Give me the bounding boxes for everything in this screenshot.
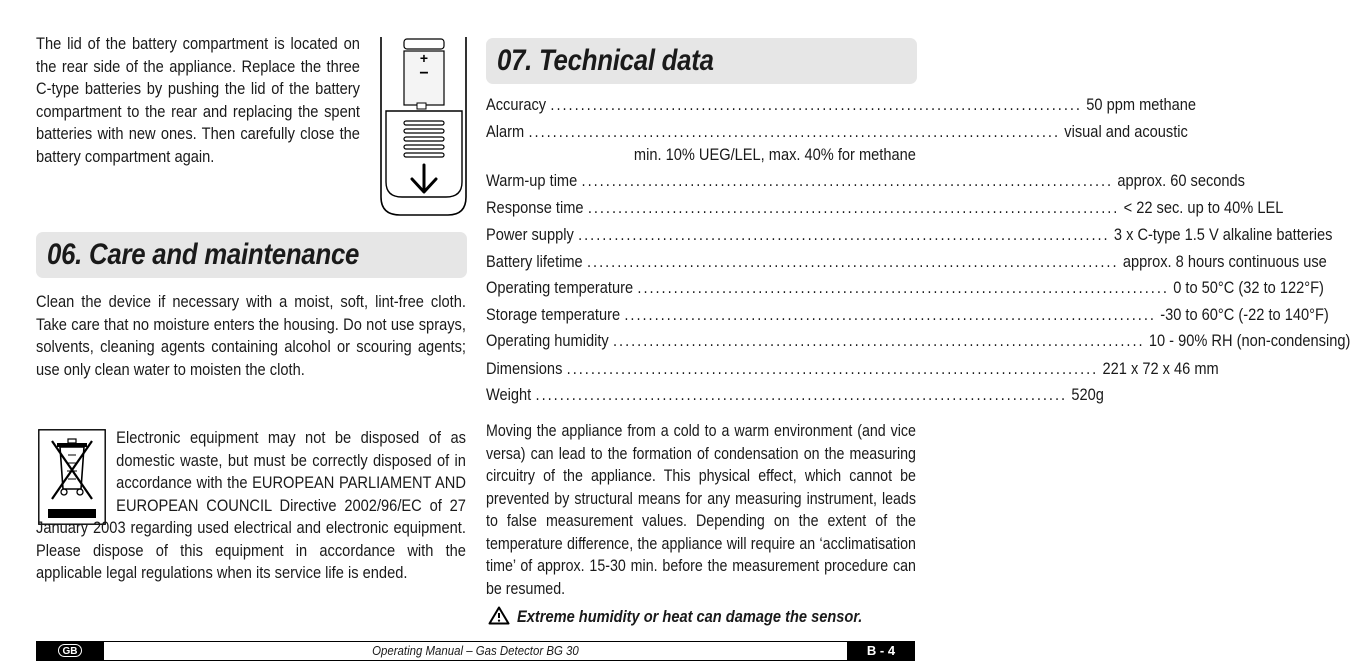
spec-label: Warm-up time xyxy=(486,171,578,190)
spec-row-warm-up xyxy=(486,171,1245,195)
spec-label: Response time xyxy=(486,198,584,217)
spec-row-storage-temp xyxy=(486,305,1329,329)
spec-row-humidity xyxy=(486,331,1350,355)
spec-value: 10 - 90% RH (non-condensing) xyxy=(1148,331,1350,350)
leader-dots: ........................................................................................ xyxy=(624,305,1156,324)
spec-value: -30 to 60°C (-22 to 140°F) xyxy=(1160,305,1329,324)
spec-value: 221 x 72 x 46 mm xyxy=(1102,359,1219,378)
spec-row-battery-lifetime xyxy=(486,252,1327,276)
spec-label: Accuracy xyxy=(486,95,547,114)
warning-triangle-icon xyxy=(488,606,510,625)
care-paragraph xyxy=(36,291,466,381)
weee-float-spacer xyxy=(36,427,116,517)
spec-alarm-continuation: min. 10% UEG/LEL, max. 40% for methane xyxy=(634,145,916,164)
battery-compartment-figure xyxy=(380,37,470,217)
spec-value: < 22 sec. up to 40% LEL xyxy=(1123,198,1284,217)
spec-label: Weight xyxy=(486,385,532,404)
spec-value: approx. 8 hours continuous use xyxy=(1122,252,1327,271)
care-section-title: 06. Care and maintenance xyxy=(47,238,360,271)
leader-dots: ........................................................................................ xyxy=(550,95,1082,114)
spec-row-accuracy xyxy=(486,95,1196,119)
language-code: GB xyxy=(58,644,82,657)
condensation-paragraph xyxy=(486,420,916,600)
spec-row-operating-temp xyxy=(486,278,1324,302)
spec-label: Storage temperature xyxy=(486,305,621,324)
spec-row-power xyxy=(486,225,1333,249)
leader-dots: ........................................................................................ xyxy=(528,122,1061,141)
leader-dots: ........................................................................................ xyxy=(587,198,1120,217)
spec-label: Power supply xyxy=(486,225,574,244)
spec-row-alarm xyxy=(486,122,1188,146)
spec-value: 50 ppm methane xyxy=(1086,95,1196,114)
spec-label: Battery lifetime xyxy=(486,252,583,271)
disposal-paragraph xyxy=(36,427,466,585)
page-number: B - 4 xyxy=(847,642,915,660)
sensor-warning xyxy=(488,606,919,627)
leader-dots: ........................................................................................ xyxy=(637,278,1169,297)
leader-dots: ........................................................................................ xyxy=(566,359,1099,378)
spec-row-response xyxy=(486,198,1284,222)
spec-label: Dimensions xyxy=(486,359,563,378)
leader-dots: ........................................................................................ xyxy=(613,331,1145,350)
sensor-warning-text: Extreme humidity or heat can damage the sensor. xyxy=(517,607,863,626)
spec-value: 0 to 50°C (32 to 122°F) xyxy=(1173,278,1324,297)
minus-symbol: − xyxy=(419,65,429,82)
care-text: Clean the device if necessary with a moist, soft, lint-free cloth. Take care that no moisture enters the housing. Do not use sprays, solvents, cleaning agents containing alcohol or scouring agents; use only clean water to moisten the cloth. xyxy=(36,292,466,379)
spec-value: visual and acoustic xyxy=(1064,122,1188,141)
spec-value: approx. 60 seconds xyxy=(1117,171,1245,190)
spec-value: 520g xyxy=(1071,385,1104,404)
leader-dots: ........................................................................................ xyxy=(535,385,1068,404)
leader-dots: ........................................................................................ xyxy=(581,171,1114,190)
tech-section-header xyxy=(486,38,917,84)
spec-label: Operating temperature xyxy=(486,278,634,297)
page-footer xyxy=(36,641,915,661)
leader-dots: ........................................................................................ xyxy=(578,225,1110,244)
tech-section-title: 07. Technical data xyxy=(497,44,714,77)
spec-row-weight xyxy=(486,385,1104,409)
spec-row-dimensions xyxy=(486,359,1219,383)
footer-title: Operating Manual – Gas Detector BG 30 xyxy=(372,643,579,658)
battery-text: The lid of the battery compartment is located on the rear side of the appliance. Replace the three C-type batteries by pushing the lid of the battery compartment to the rear and replacing the spent batteries with new ones. Then carefully close the battery compartment again. xyxy=(36,34,360,166)
spec-value: 3 x C-type 1.5 V alkaline batteries xyxy=(1113,225,1333,244)
spec-label: Alarm xyxy=(486,122,525,141)
care-section-header xyxy=(36,232,467,278)
leader-dots: ........................................................................................ xyxy=(586,252,1119,271)
spec-label: Operating humidity xyxy=(486,331,609,350)
condensation-text: Moving the appliance from a cold to a warm environment (and vice versa) can lead to the formation of condensation on the measuring circuitry of the appliance. This physical effect, which cannot be prevented by structural means for any measuring instrument, leads to false measurement values. Depending on the extent of the temperature difference, the appliance will require an ‘acclimatisation time’ of approx. 15-30 min. before the measurement procedure can be resumed. xyxy=(486,422,916,598)
plus-symbol: + xyxy=(419,50,429,66)
disposal-text: Electronic equipment may not be disposed of as domestic waste, but must be correctly disposed of in accordance with the EUROPEAN PARLIAMENT AND EUROPEAN COUNCIL Directive 2002/96/EC of 27 January 2003 regarding used electrical and electronic equipment. Please dispose of this equipment in accordance with the applicable legal regulations when its service life is ended. xyxy=(36,428,466,582)
battery-paragraph xyxy=(36,33,360,168)
